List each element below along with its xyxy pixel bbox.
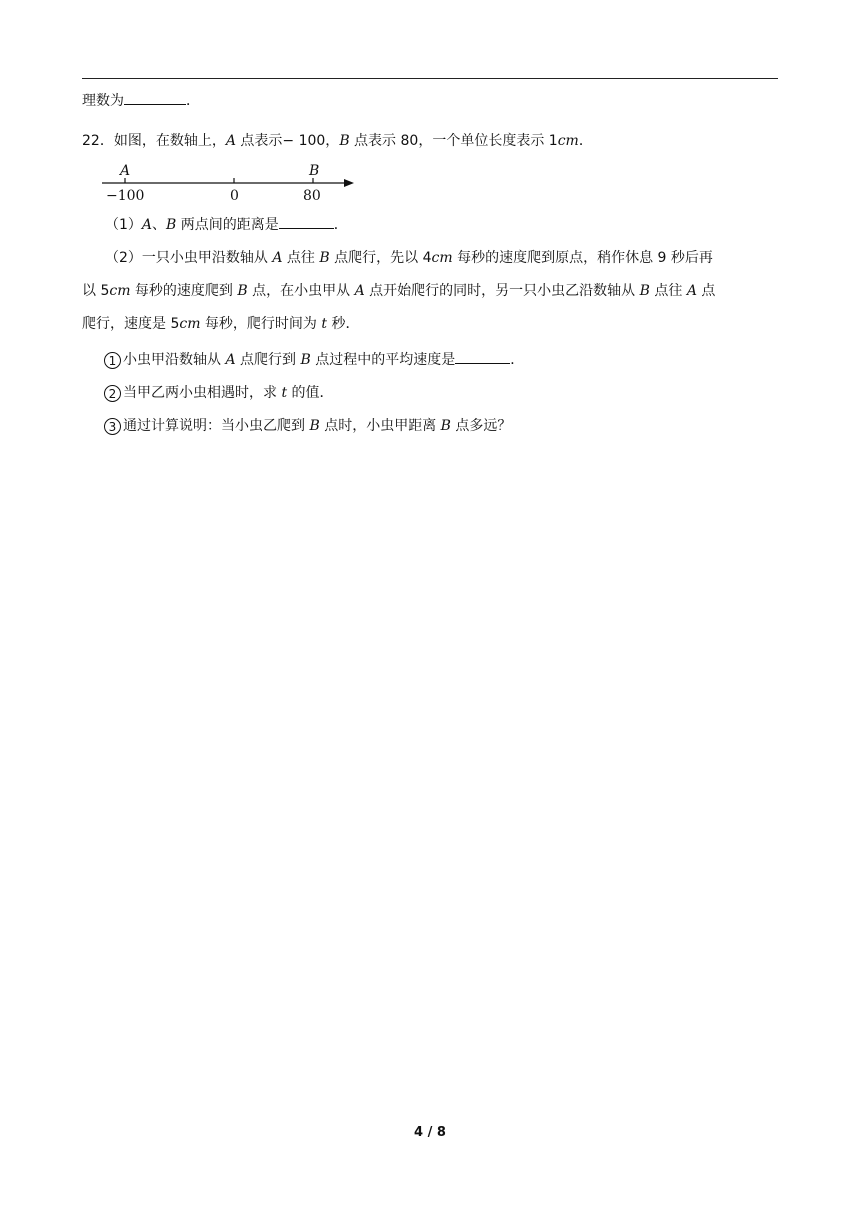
circled-number-3: 3 bbox=[104, 418, 121, 435]
point-A-label: A bbox=[120, 163, 131, 179]
axis-arrow-icon bbox=[344, 179, 354, 187]
text: 以 5 bbox=[82, 283, 110, 299]
var-B: B bbox=[440, 418, 451, 434]
sub-question-2 bbox=[104, 383, 334, 403]
text: 如图，在数轴上， bbox=[113, 133, 226, 149]
text: 小虫甲沿数轴从 bbox=[123, 352, 226, 368]
var-A: A bbox=[272, 250, 283, 266]
unit-cm: cm bbox=[557, 133, 579, 149]
text: 理数为 bbox=[82, 93, 124, 109]
text: 每秒，爬行时间为 bbox=[200, 316, 322, 332]
text: ． bbox=[510, 352, 525, 368]
text: 点 bbox=[696, 283, 716, 299]
var-A: A bbox=[225, 352, 236, 368]
text: 点爬行到 bbox=[235, 352, 301, 368]
text: 点表示 80，一个单位长度表示 1 bbox=[349, 133, 558, 149]
text: （2）一只小虫甲沿数轴从 bbox=[105, 250, 273, 266]
text: 的值． bbox=[287, 385, 334, 401]
var-A: A bbox=[141, 217, 153, 233]
text: 两点间的距离是 bbox=[176, 217, 279, 233]
text: 点爬行，先以 4 bbox=[329, 250, 432, 266]
text: ． bbox=[186, 93, 200, 109]
text: 点，在小虫甲从 bbox=[247, 283, 355, 299]
text: 点表示− 100， bbox=[235, 133, 340, 149]
var-B: B bbox=[237, 283, 248, 299]
text: 点往 bbox=[649, 283, 687, 299]
tick-label-0: 0 bbox=[230, 188, 239, 204]
part-1 bbox=[105, 214, 348, 235]
var-B: B bbox=[639, 283, 650, 299]
text: 爬行，速度是 5 bbox=[82, 316, 180, 332]
tick-label-A: −100 bbox=[106, 188, 145, 204]
circled-number-2: 2 bbox=[104, 385, 121, 402]
text: 点开始爬行的同时，另一只小虫乙沿数轴从 bbox=[364, 283, 640, 299]
text: 当甲乙两小虫相遇时，求 bbox=[123, 385, 282, 401]
number-line-figure bbox=[98, 158, 358, 208]
answer-blank bbox=[279, 214, 334, 229]
part-2-line-3 bbox=[82, 314, 359, 334]
sub-question-1 bbox=[104, 349, 524, 370]
var-B: B bbox=[166, 217, 177, 233]
previous-question-tail bbox=[82, 90, 200, 111]
var-B: B bbox=[300, 352, 311, 368]
text: 点往 bbox=[282, 250, 320, 266]
circled-number-1: 1 bbox=[104, 352, 121, 369]
part-label: （1） bbox=[105, 217, 142, 233]
text: 点过程中的平均速度是 bbox=[310, 352, 456, 368]
answer-blank bbox=[124, 90, 186, 105]
text: 点时，小虫甲距离 bbox=[319, 418, 441, 434]
question-22-stem bbox=[82, 131, 593, 151]
text: ． bbox=[333, 217, 348, 233]
text: 通过计算说明：当小虫乙爬到 bbox=[123, 418, 310, 434]
var-B: B bbox=[339, 133, 350, 149]
header-rule bbox=[82, 78, 778, 79]
var-t: t bbox=[321, 316, 328, 332]
var-B: B bbox=[309, 418, 320, 434]
text: 点多远？ bbox=[450, 418, 512, 434]
unit-cm: cm bbox=[109, 283, 131, 299]
var-A: A bbox=[686, 283, 697, 299]
text: 每秒的速度爬到原点，稍作休息 9 秒后再 bbox=[452, 250, 713, 266]
text: ． bbox=[578, 133, 593, 149]
question-number: 22． bbox=[82, 133, 114, 149]
text: 秒． bbox=[327, 316, 360, 332]
unit-cm: cm bbox=[179, 316, 201, 332]
text: 、 bbox=[152, 217, 167, 233]
part-2-line-1 bbox=[105, 248, 713, 268]
unit-cm: cm bbox=[431, 250, 453, 266]
page-number: 4 / 8 bbox=[414, 1125, 446, 1140]
text: 每秒的速度爬到 bbox=[130, 283, 238, 299]
point-B-label: B bbox=[309, 163, 320, 179]
var-t: t bbox=[281, 385, 288, 401]
sub-question-3 bbox=[104, 416, 511, 436]
part-2-line-2 bbox=[82, 281, 715, 301]
var-B: B bbox=[319, 250, 330, 266]
tick-label-B: 80 bbox=[303, 188, 321, 204]
var-A: A bbox=[354, 283, 365, 299]
answer-blank bbox=[455, 349, 510, 364]
var-A: A bbox=[225, 133, 236, 149]
